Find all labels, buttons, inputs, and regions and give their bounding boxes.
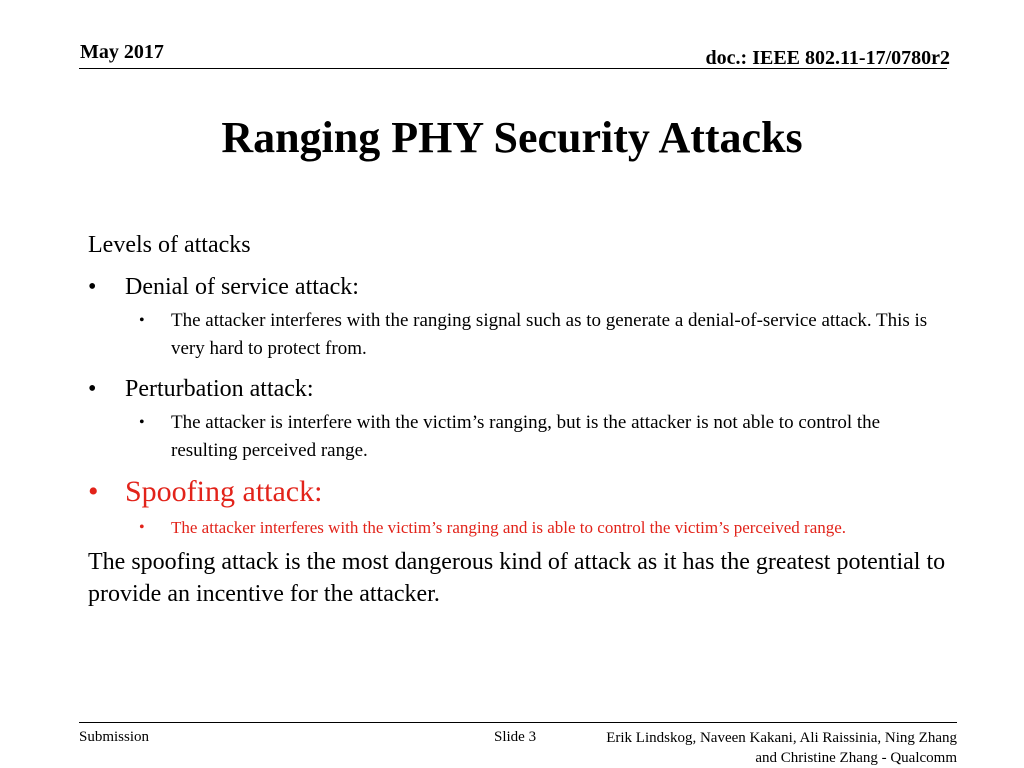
header-doc-id: doc.: IEEE 802.11-17/0780r2	[705, 47, 950, 69]
attack-detail: • The attacker interferes with the ranging signal such as to generate a denial-of-service attack. This is very hard to protect from.	[125, 307, 948, 363]
footer-slide-number: Slide 3	[494, 729, 537, 745]
header-divider	[79, 68, 947, 69]
slide-title: Ranging PHY Security Attacks	[221, 113, 803, 162]
attack-detail: • The attacker is interfere with the victim’s ranging, but is the attacker is not able to control the resulting perceived range.	[125, 409, 948, 465]
attack-detail-list	[125, 515, 948, 540]
attack-item-perturbation	[88, 374, 948, 465]
closing-text: The spoofing attack is the most dangerous kind of attack as it has the greatest potential to provide an incentive for the attacker.	[88, 549, 946, 607]
attack-list	[88, 272, 948, 540]
attack-item-denial-of-service	[88, 272, 948, 363]
attack-item-spoofing	[88, 474, 948, 540]
footer-submission: Submission	[79, 729, 150, 745]
attack-detail: • The attacker interferes with the victim’s ranging and is able to control the victim’s perceived range.	[125, 515, 948, 540]
attack-label: Perturbation attack:	[125, 376, 314, 402]
slide-body	[88, 229, 948, 610]
footer-divider	[79, 722, 957, 723]
attack-detail-list	[125, 307, 948, 363]
attack-detail-list	[125, 409, 948, 465]
intro-text: Levels of attacks	[88, 232, 251, 258]
attack-label: Denial of service attack:	[125, 274, 359, 300]
attack-label: Spoofing attack:	[125, 475, 323, 508]
footer-authors: Erik Lindskog, Naveen Kakani, Ali Raissinia, Ning Zhang and Christine Zhang - Qualcomm	[606, 730, 957, 766]
header-date: May 2017	[80, 41, 164, 63]
